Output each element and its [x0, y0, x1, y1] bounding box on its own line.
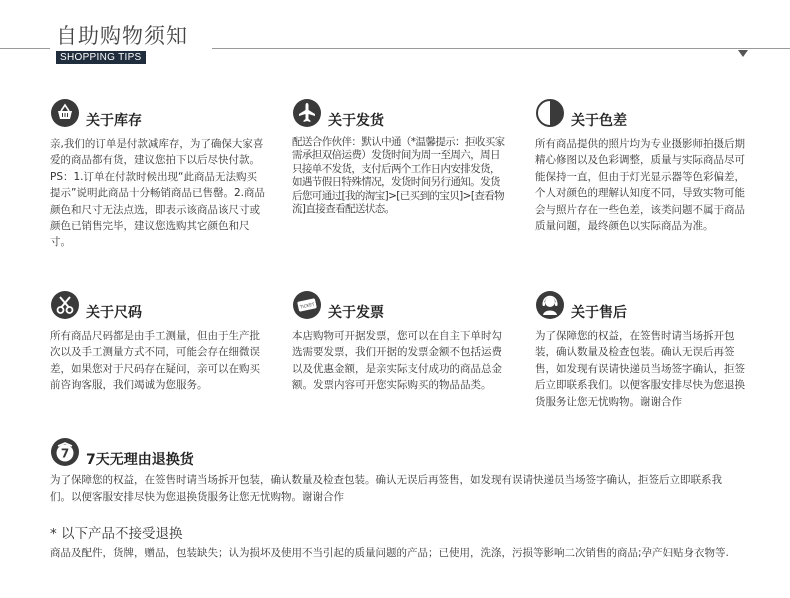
- section-text: 本店购物可开据发票，您可以在自主下单时勾选需要发票，我们开据的发票金额不包括运费以及优惠金额，是亲实际支付成功的商品总金额。发票内容可开您实际购买的物品品类。: [292, 330, 502, 392]
- section-title: 关于售后: [571, 305, 627, 321]
- ticket-icon: [292, 290, 322, 320]
- seven-days-icon: [50, 437, 80, 467]
- header-divider-left: [0, 48, 50, 49]
- section-text: 所有商品提供的照片均为专业摄影师拍摄后期精心修图以及色彩调整，质量与实际商品尽可能保持一直，但由于灯光显示器等色彩偏差，个人对颜色的理解认知度不同，导致实物可能会与照片存在一些色差，该类问题不属于商品质量问题，最终颜色以实际商品为准。: [535, 138, 745, 233]
- non-returnable-title: * 以下产品不接受退换: [50, 526, 183, 542]
- airplane-icon: [292, 98, 322, 128]
- returns-title: 7天无理由退换货: [86, 452, 194, 468]
- svg-text:TICKET: TICKET: [299, 301, 315, 310]
- header-divider-right: [212, 48, 790, 49]
- triangle-marker-icon: [738, 50, 748, 57]
- section-title: 关于发货: [328, 113, 384, 129]
- returns-text: 为了保障您的权益，在签售时请当场拆开包装，确认数量及检查包装。确认无误后再签售，如发现有误请快递员当场签字确认，拒签后立即联系我们。以便客服安排尽快为您退换货服务让您无忧购物。谢谢合作: [50, 474, 722, 503]
- page-title: 自助购物须知: [56, 24, 188, 48]
- section-text: 所有商品尺码都是由手工测量，但由于生产批次以及手工测量方式不同，可能会存在细微误差，如果您对于尺码存在疑问，亲可以在购买前咨询客服，我们竭诚为您服务。: [50, 330, 260, 392]
- section-text: 亲,我们的订单是付款减库存，为了确保大家喜爱的商品都有货，建议您拍下以后尽快付款。PS：1.订单在付款时候出现“此商品无法购买提示”说明此商品十分畅销商品已售罄。2.商品颜色和尺寸无法点选，即表示该商品该尺寸或颜色已销售完毕，建议您选购其它颜色和尺寸。: [50, 138, 265, 249]
- section-title: 关于库存: [86, 113, 142, 129]
- section-title: 关于发票: [328, 305, 384, 321]
- section-text: 为了保障您的权益，在签售时请当场拆开包装，确认数量及检查包装。确认无误后再签售，如发现有误请快递员当场签字确认，拒签后立即联系我们。以便客服安排尽快为您退换货服务让您无忧购物。谢谢合作: [535, 330, 745, 408]
- non-returnable-text: 商品及配件，货牌，赠品，包装缺失；认为损坏及使用不当引起的质量问题的产品；已使用，洗涤，污损等影响二次销售的商品;孕产妇贴身衣物等.: [50, 547, 729, 559]
- svg-text:7: 7: [60, 446, 70, 461]
- section-title: 关于色差: [571, 113, 627, 129]
- scissors-icon: [50, 290, 80, 320]
- section-text: 配送合作伙伴：默认中通（*温馨提示：拒收买家需承担双倍运费）发货时间为周一至周六，周日只接单不发货，支付后两个工作日内安排发货，如遇节假日特殊情况，发货时间另行通知。发货后您可通过[我的淘宝]>[已买到的宝贝]>[查看物流]直接查看配送状态。: [292, 136, 505, 216]
- section-title: 关于尺码: [86, 305, 142, 321]
- half-circle-icon: [535, 98, 565, 128]
- basket-icon: [50, 98, 80, 128]
- page-subtitle: SHOPPING TIPS: [56, 51, 146, 64]
- service-agent-icon: [535, 290, 565, 320]
